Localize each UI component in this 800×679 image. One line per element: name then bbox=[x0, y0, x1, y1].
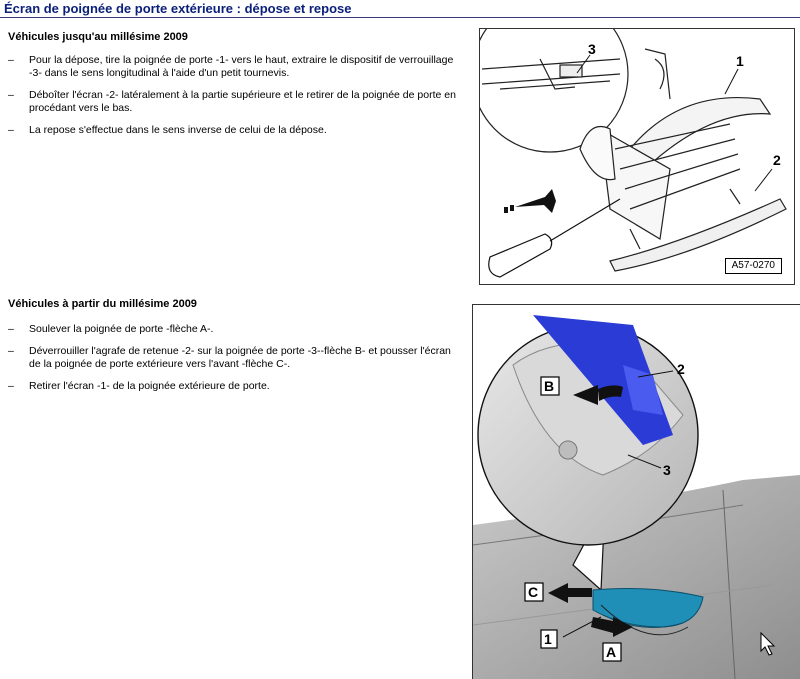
arrow-label-a: A bbox=[606, 644, 617, 660]
callout-1: 1 bbox=[736, 53, 744, 69]
screwdriver bbox=[489, 199, 620, 277]
list-dash: – bbox=[8, 323, 14, 335]
callout-3: 3 bbox=[663, 462, 671, 478]
page-title: Écran de poignée de porte extérieure : dépose et repose bbox=[0, 0, 800, 18]
callout-3: 3 bbox=[588, 41, 596, 57]
list-item: – La repose s'effectue dans le sens inverse de celui de la dépose. bbox=[8, 124, 327, 136]
list-item: – Soulever la poignée de porte -flèche A-. bbox=[8, 323, 214, 335]
callout-2: 2 bbox=[677, 361, 685, 377]
figure-code: A57-0270 bbox=[725, 258, 782, 274]
arrow-label-b: B bbox=[544, 378, 555, 394]
render-drawing bbox=[473, 305, 800, 679]
figure-handle-disassembly-old bbox=[479, 28, 795, 285]
figure-handle-disassembly-new bbox=[472, 304, 800, 679]
section-heading-up-to-2009: Véhicules jusqu'au millésime 2009 bbox=[8, 31, 188, 43]
section-heading-from-2009: Véhicules à partir du millésime 2009 bbox=[8, 298, 197, 310]
list-dash: – bbox=[8, 54, 14, 66]
list-dash: – bbox=[8, 124, 14, 136]
list-item: – Déboîter l'écran -2- latéralement à la partie supérieure et le retirer de la poignée de porte en procédant vers le bas. bbox=[8, 89, 456, 114]
callout-1: 1 bbox=[544, 631, 552, 647]
list-dash: – bbox=[8, 345, 14, 357]
steps-list-from-2009 bbox=[8, 323, 463, 402]
list-dash: – bbox=[8, 89, 14, 101]
line-drawing bbox=[480, 29, 794, 284]
list-dash: – bbox=[8, 380, 14, 392]
list-item: – Retirer l'écran -1- de la poignée extérieure de porte. bbox=[8, 380, 270, 392]
callout-2: 2 bbox=[773, 152, 781, 168]
list-item: – Déverrouiller l'agrafe de retenue -2- sur la poignée de porte -3--flèche B- et pousser l'écran de la poignée de porte extérieure vers l'avant -flèche C-. bbox=[8, 345, 451, 370]
steps-list-up-to-2009 bbox=[8, 54, 463, 146]
list-item: – Pour la dépose, tire la poignée de porte -1- vers le haut, extraire le dispositif de verrouillage -3- dans le sens longitudinal à l'aide d'un petit tournevis. bbox=[8, 54, 454, 79]
arrow-label-c: C bbox=[528, 584, 539, 600]
push-arrow-icon bbox=[504, 189, 556, 213]
